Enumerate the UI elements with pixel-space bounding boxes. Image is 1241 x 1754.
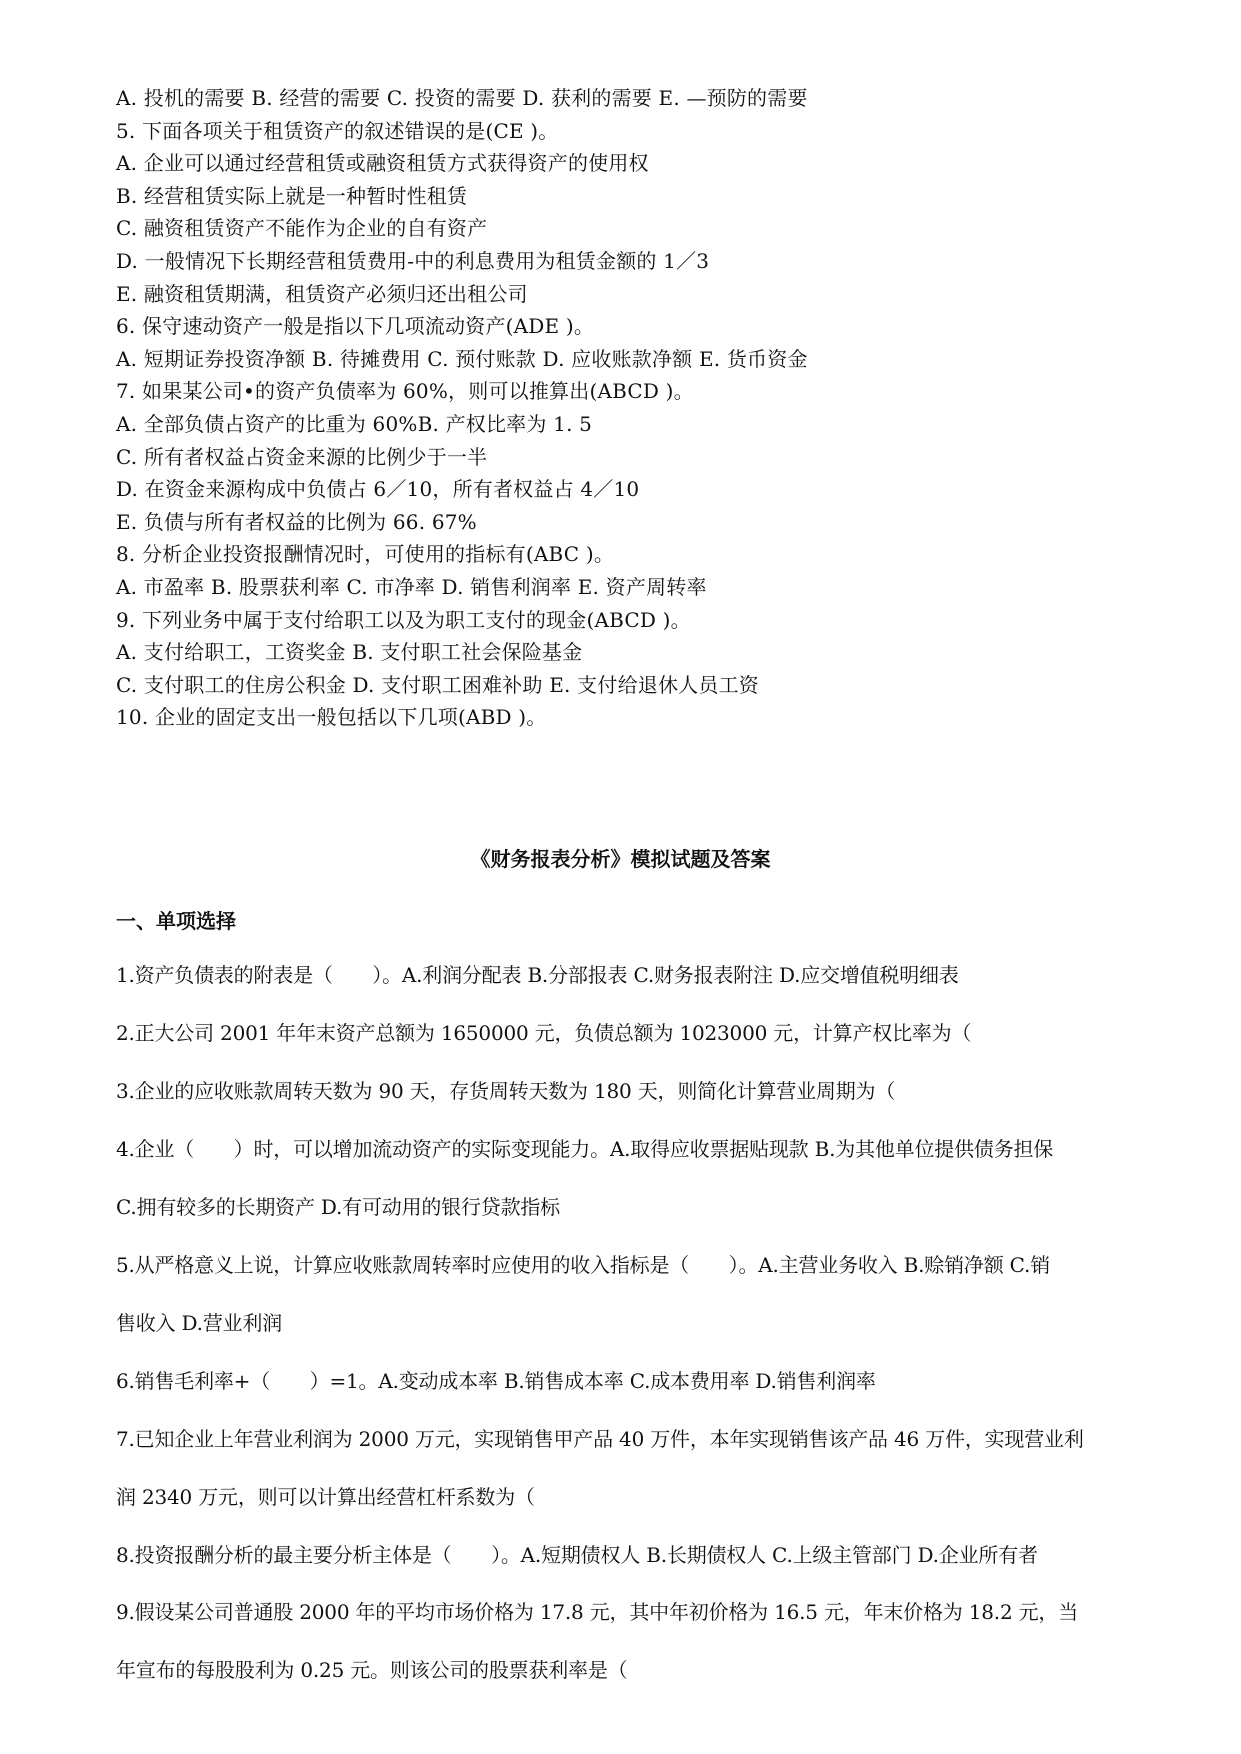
document-title: 《财务报表分析》模拟试题及答案 <box>470 847 771 871</box>
text-line: 10. 企业的固定支出一般包括以下几项(ABD )。 <box>116 705 547 730</box>
question-item <box>116 1366 1146 1396</box>
text-line: C. 所有者权益占资金来源的比例少于一半 <box>116 444 488 469</box>
question-item <box>116 1134 1146 1222</box>
question-text: 9.假设某公司普通股 2000 年的平均市场价格为 17.8 元，其中年初价格为 16.5 元，年末价格为 18.2 元，当 <box>116 1600 1079 1624</box>
question-item <box>116 1018 1146 1048</box>
question-text: 润 2340 万元，则可以计算出经营杠杆系数为（ <box>116 1485 535 1509</box>
text-line: B. 经营租赁实际上就是一种暂时性租赁 <box>116 183 468 208</box>
question-text: 6.销售毛利率+（ ）=1。A.变动成本率 B.销售成本率 C.成本费用率 D.销售利润率 <box>116 1369 876 1393</box>
question-text: 7.已知企业上年营业利润为 2000 万元，实现销售甲产品 40 万件，本年实现销售该产品 46 万件，实现营业利 <box>116 1427 1084 1451</box>
question-item <box>116 1597 1146 1685</box>
question-text: 2.正大公司 2001 年年末资产总额为 1650000 元，负债总额为 1023000 元，计算产权比率为（ <box>116 1021 972 1045</box>
text-line: 9. 下列业务中属于支付给职工以及为职工支付的现金(ABCD )。 <box>116 607 691 632</box>
question-text: 售收入 D.营业利润 <box>116 1311 283 1335</box>
text-line: D. 一般情况下长期经营租赁费用-中的利息费用为租赁金额的 1／3 <box>116 248 710 273</box>
question-item <box>116 1250 1146 1338</box>
question-text: C.拥有较多的长期资产 D.有可动用的银行贷款指标 <box>116 1195 560 1219</box>
question-text: 3.企业的应收账款周转天数为 90 天，存货周转天数为 180 天，则简化计算营业周期为（ <box>116 1079 896 1103</box>
text-line: E. 融资租赁期满，租赁资产必须归还出租公司 <box>116 281 528 306</box>
text-line: 6. 保守速动资产一般是指以下几项流动资产(ADE )。 <box>116 314 595 339</box>
question-text: 4.企业（ ）时，可以增加流动资产的实际变现能力。A.取得应收票据贴现款 B.为其他单位提供债务担保 <box>116 1137 1054 1161</box>
text-line: 7. 如果某公司•的资产负债率为 60%，则可以推算出(ABCD )。 <box>116 379 694 404</box>
question-item <box>116 1540 1146 1570</box>
previous-questions-block <box>116 82 1156 734</box>
section-heading: 一、单项选择 <box>116 909 236 933</box>
question-text: 8.投资报酬分析的最主要分析主体是（ ）。A.短期债权人 B.长期债权人 C.上级主管部门 D.企业所有者 <box>116 1543 1038 1567</box>
text-line: A. 支付给职工，工资奖金 B. 支付职工社会保险基金 <box>116 640 583 665</box>
question-item <box>116 960 1146 990</box>
question-item <box>116 1424 1146 1512</box>
question-item <box>116 1076 1146 1106</box>
text-line: C. 融资租赁资产不能作为企业的自有资产 <box>116 216 488 241</box>
question-text: 年宣布的每股股利为 0.25 元。则该公司的股票获利率是（ <box>116 1658 628 1682</box>
question-text: 5.从严格意义上说，计算应收账款周转率时应使用的收入指标是（ ）。A.主营业务收入 B.赊销净额 C.销 <box>116 1253 1050 1277</box>
text-line: 5. 下面各项关于租赁资产的叙述错误的是(CE )。 <box>116 118 559 143</box>
text-line: A. 全部负债占资产的比重为 60%B. 产权比率为 1. 5 <box>116 411 593 436</box>
text-line: A. 投机的需要 B. 经营的需要 C. 投资的需要 D. 获利的需要 E. —预防的需要 <box>116 86 808 110</box>
text-line: C. 支付职工的住房公积金 D. 支付职工困难补助 E. 支付给退休人员工资 <box>116 672 759 697</box>
text-line: A. 企业可以通过经营租赁或融资租赁方式获得资产的使用权 <box>116 151 649 176</box>
text-line: D. 在资金来源构成中负债占 6／10，所有者权益占 4／10 <box>116 477 640 502</box>
question-text: 1.资产负债表的附表是（ ）。A.利润分配表 B.分部报表 C.财务报表附注 D.应交增值税明细表 <box>116 963 959 987</box>
text-line: A. 市盈率 B. 股票获利率 C. 市净率 D. 销售利润率 E. 资产周转率 <box>116 574 707 599</box>
text-line: E. 负债与所有者权益的比例为 66. 67% <box>116 509 477 534</box>
text-line: A. 短期证券投资净额 B. 待摊费用 C. 预付账款 D. 应收账款净额 E. 货币资金 <box>116 346 808 371</box>
text-line: 8. 分析企业投资报酬情况时，可使用的指标有(ABC )。 <box>116 542 615 567</box>
